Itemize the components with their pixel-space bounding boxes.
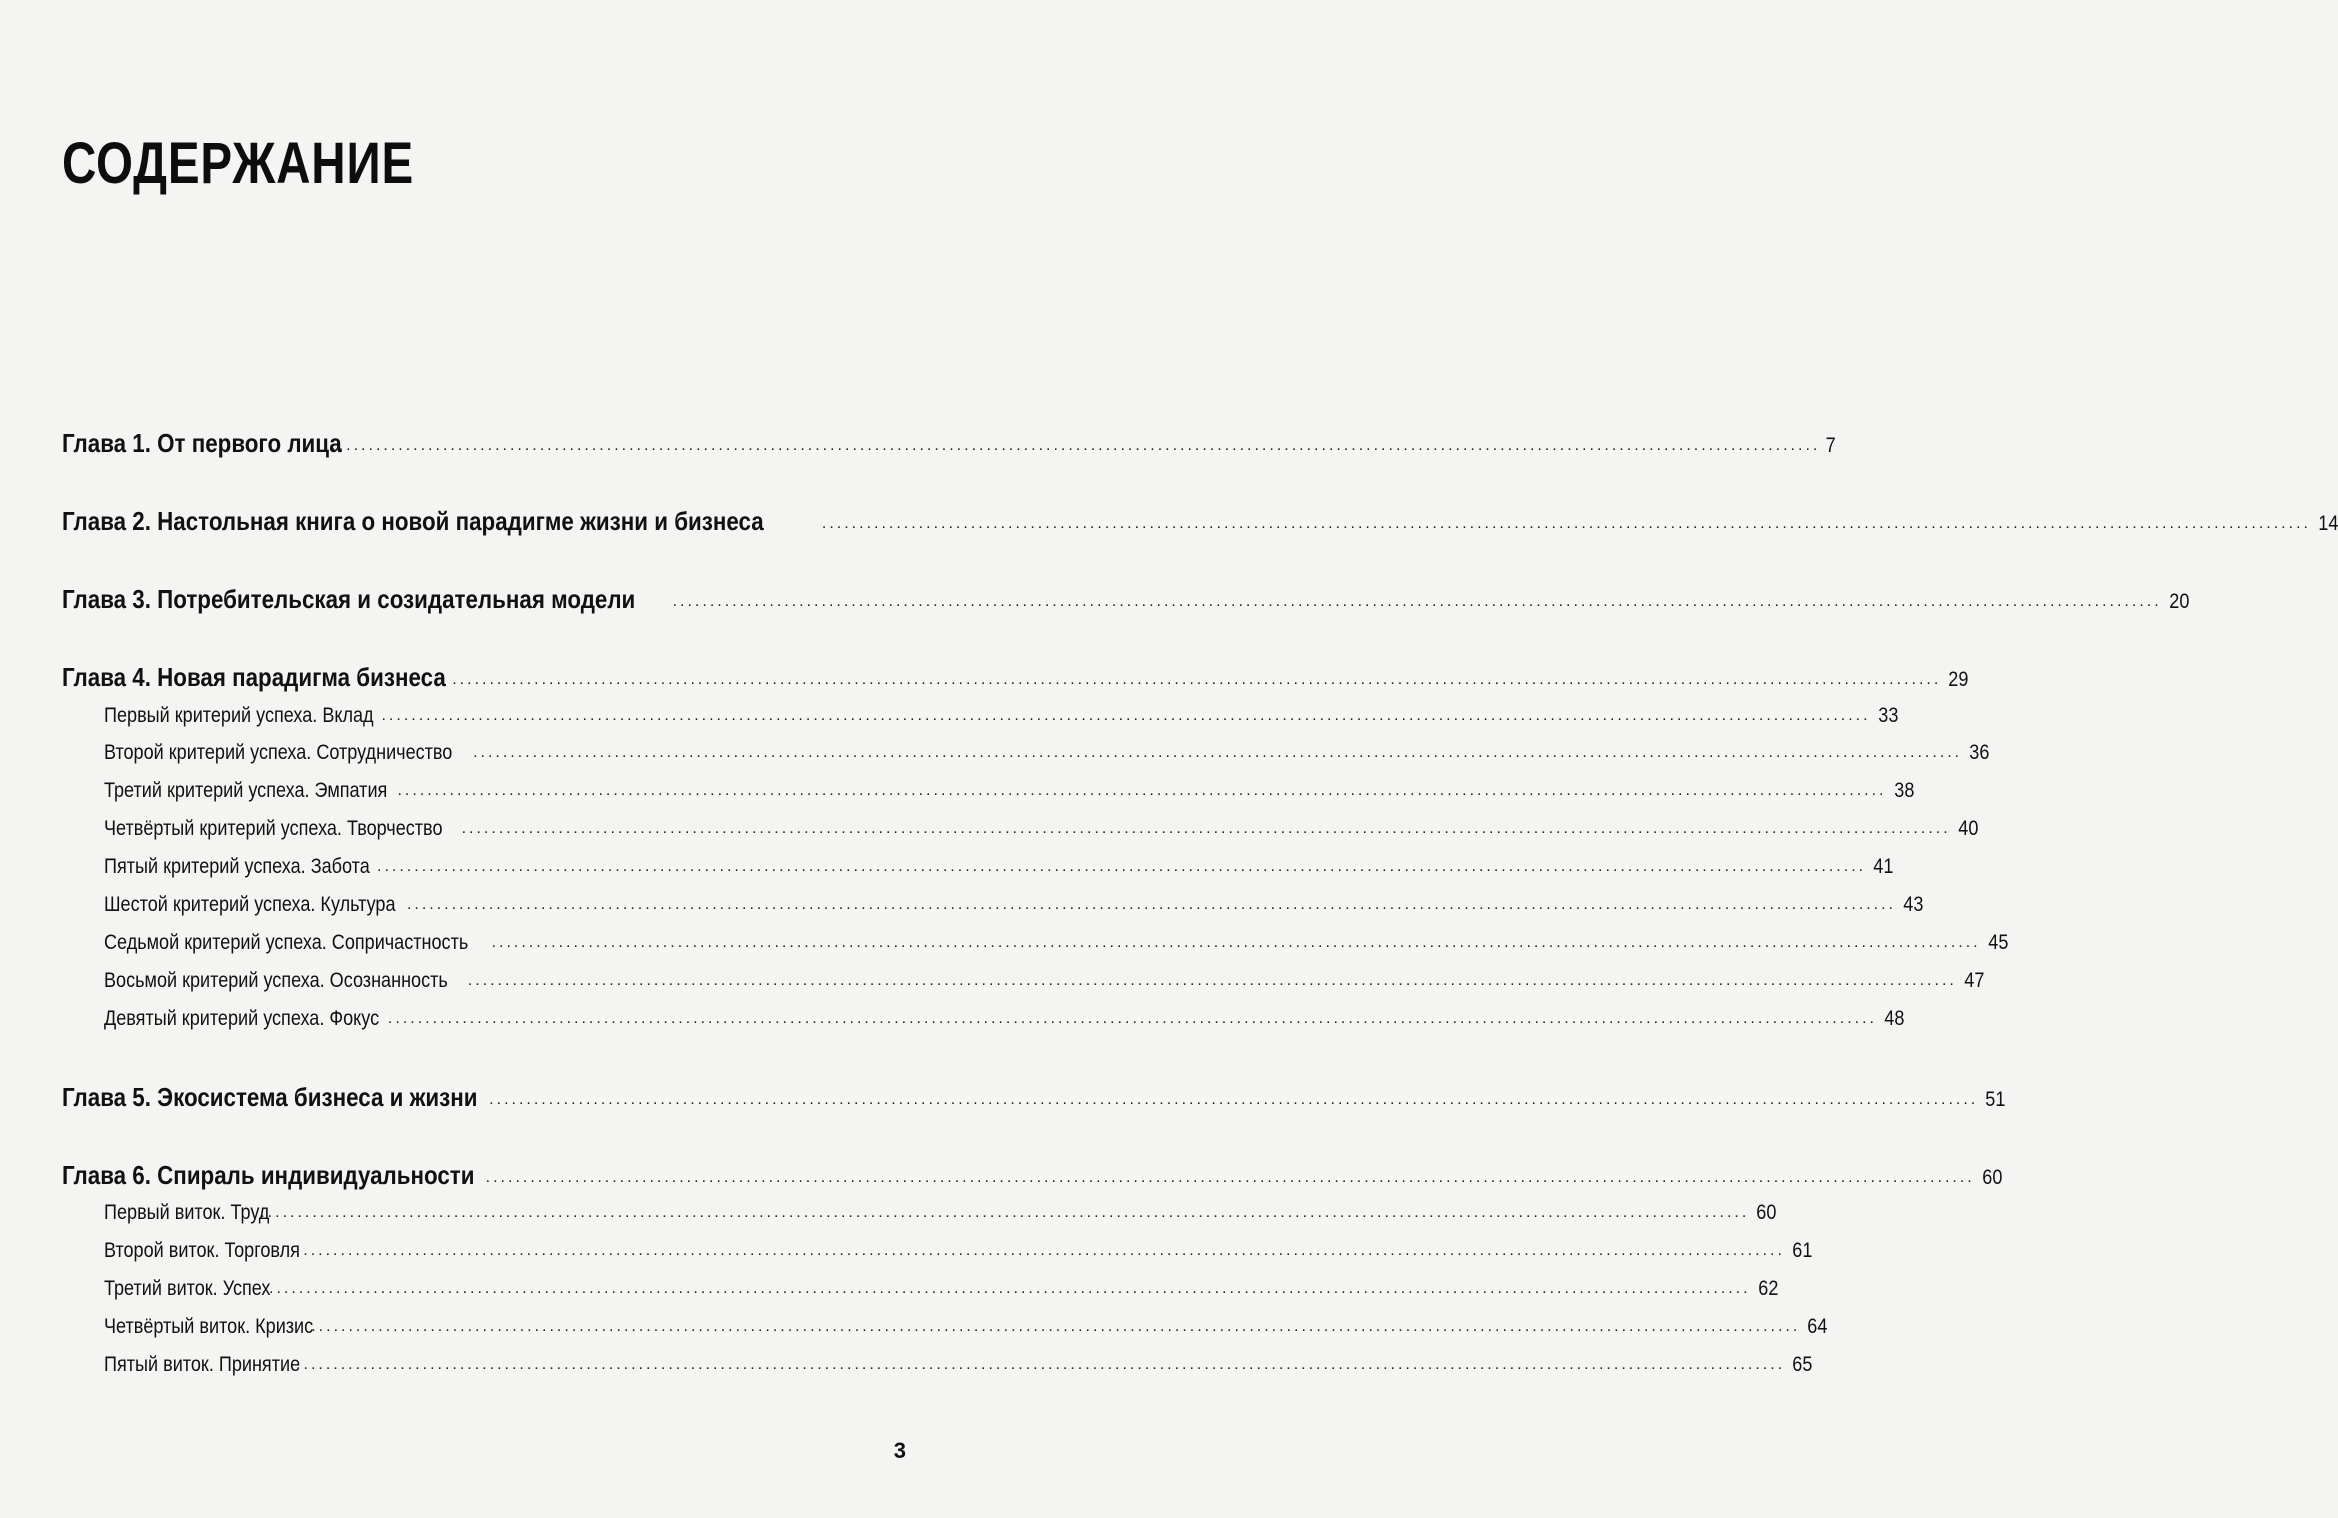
toc-entry-section[interactable] bbox=[104, 893, 1924, 917]
toc-entry-section[interactable] bbox=[104, 704, 1898, 728]
toc-entry-label: Пятый критерий успеха. Забота bbox=[104, 855, 370, 878]
toc-leader-dots: ........................................................................................................................................................................................................ bbox=[452, 671, 1942, 688]
toc-entry-page: 29 bbox=[1948, 668, 1969, 691]
toc-entry-label: Глава 3. Потребительская и созидательная модели bbox=[62, 584, 636, 614]
toc-entry-page: 43 bbox=[1903, 893, 1924, 916]
toc-entry-label: Третий критерий успеха. Эмпатия bbox=[104, 779, 388, 802]
toc-leader-dots: ........................................................................................................................................................................................................ bbox=[381, 707, 1871, 724]
toc-entry-chapter-6[interactable] bbox=[62, 1160, 2003, 1191]
toc-entry-page: 47 bbox=[1964, 969, 1985, 992]
toc-entry-section[interactable] bbox=[104, 741, 1990, 765]
toc-entry-page: 36 bbox=[1969, 741, 1990, 764]
page-title: СОДЕРЖАНИЕ bbox=[62, 131, 415, 196]
toc-entry-page: 61 bbox=[1792, 1239, 1813, 1262]
page-number: 3 bbox=[893, 1438, 906, 1463]
toc-entry-chapter-3[interactable] bbox=[62, 584, 2190, 615]
toc-entry-section[interactable] bbox=[104, 1315, 1828, 1339]
toc-leader-dots: ........................................................................................................................................................................................................ bbox=[491, 934, 1981, 951]
toc-leader-dots: ........................................................................................................................................................................................................ bbox=[461, 820, 1951, 837]
toc-entry-chapter-4[interactable] bbox=[62, 662, 1969, 693]
toc-entry-section[interactable] bbox=[104, 779, 1914, 803]
toc-leader-dots: ........................................................................................................................................................................................................ bbox=[397, 782, 1887, 799]
toc-leader-dots: ........................................................................................................................................................................................................ bbox=[387, 1010, 1877, 1027]
toc-entry-section[interactable] bbox=[104, 1239, 1813, 1263]
toc-entry-page: 14 bbox=[2318, 512, 2338, 535]
toc-entry-section[interactable] bbox=[104, 817, 1979, 841]
toc-entry-chapter-2[interactable] bbox=[62, 506, 2338, 537]
toc-entry-label: Глава 5. Экосистема бизнеса и жизни bbox=[62, 1082, 478, 1112]
toc-leader-dots: ........................................................................................................................................................................................................ bbox=[821, 515, 2311, 532]
toc-leader-dots: ........................................................................................................................................................................................................ bbox=[467, 972, 1957, 989]
toc-entry-label: Четвёртый виток. Кризис bbox=[104, 1315, 314, 1338]
toc-leader-dots: ........................................................................................................................................................................................................ bbox=[377, 858, 1867, 875]
toc-leader-dots: ........................................................................................................................................................................................................ bbox=[672, 593, 2162, 610]
toc-entry-section[interactable] bbox=[104, 1201, 1777, 1225]
toc-entry-page: 60 bbox=[1756, 1201, 1777, 1224]
toc-entry-label: Глава 4. Новая парадигма бизнеса bbox=[62, 662, 446, 692]
toc-leader-dots: ........................................................................................................................................................................................................ bbox=[295, 1242, 1785, 1259]
toc-entry-page: 41 bbox=[1873, 855, 1894, 878]
toc-leader-dots: ........................................................................................................................................................................................................ bbox=[473, 744, 1963, 761]
toc-leader-dots: ........................................................................................................................................................................................................ bbox=[261, 1280, 1751, 1297]
toc-entry-label: Восьмой критерий успеха. Осознанность bbox=[104, 969, 448, 992]
toc-entry-page: 20 bbox=[2168, 590, 2190, 613]
toc-entry-chapter-1[interactable] bbox=[62, 428, 1837, 459]
toc-entry-label: Четвёртый критерий успеха. Творчество bbox=[104, 817, 443, 840]
toc-entry-label: Глава 6. Спираль индивидуальности bbox=[62, 1160, 475, 1190]
toc-entry-label: Шестой критерий успеха. Культура bbox=[104, 893, 396, 916]
toc-leader-dots: ........................................................................................................................................................................................................ bbox=[406, 896, 1897, 913]
toc-entry-section[interactable] bbox=[104, 969, 1985, 993]
toc-leader-dots: ........................................................................................................................................................................................................ bbox=[260, 1204, 1750, 1221]
toc-entry-page: 51 bbox=[1985, 1088, 2006, 1111]
toc-entry-section[interactable] bbox=[104, 855, 1894, 879]
toc-leader-dots: ........................................................................................................................................................................................................ bbox=[489, 1091, 1979, 1108]
toc-entry-page: 60 bbox=[1981, 1166, 2003, 1189]
toc-leader-dots: ........................................................................................................................................................................................................ bbox=[311, 1318, 1801, 1335]
toc-entry-label: Седьмой критерий успеха. Сопричастность bbox=[104, 931, 469, 954]
toc-entry-page: 40 bbox=[1957, 817, 1979, 840]
toc-entry-label: Глава 2. Настольная книга о новой парадигме жизни и бизнеса bbox=[62, 506, 764, 536]
toc-leader-dots: ........................................................................................................................................................................................................ bbox=[485, 1169, 1975, 1186]
toc-entry-chapter-5[interactable] bbox=[62, 1082, 2006, 1113]
toc-entry-label: Девятый критерий успеха. Фокус bbox=[104, 1007, 380, 1030]
toc-entry-section[interactable] bbox=[104, 1007, 1905, 1031]
toc-entry-label: Второй критерий успеха. Сотрудничество bbox=[104, 741, 453, 764]
toc-entry-page: 64 bbox=[1807, 1315, 1828, 1338]
toc-entry-label: Пятый виток. Принятие bbox=[104, 1353, 301, 1376]
toc-entry-label: Третий виток. Успех bbox=[104, 1277, 271, 1300]
toc-entry-page: 7 bbox=[1825, 434, 1837, 457]
toc-entry-label: Первый виток. Труд bbox=[104, 1201, 270, 1224]
toc-entry-page: 33 bbox=[1877, 704, 1898, 727]
toc-entry-label: Первый критерий успеха. Вклад bbox=[104, 704, 374, 727]
toc-entry-page: 45 bbox=[1987, 931, 2008, 954]
toc-entry-label: Второй виток. Торговля bbox=[104, 1239, 300, 1262]
toc-entry-section[interactable] bbox=[104, 931, 2008, 955]
toc-leader-dots: ........................................................................................................................................................................................................ bbox=[331, 437, 1821, 454]
toc-entry-page: 48 bbox=[1884, 1007, 1905, 1030]
toc-entry-page: 38 bbox=[1893, 779, 1914, 802]
toc-leader-dots: ........................................................................................................................................................................................................ bbox=[296, 1356, 1786, 1373]
toc-entry-section[interactable] bbox=[104, 1277, 1778, 1301]
toc-entry-page: 65 bbox=[1792, 1353, 1813, 1376]
toc-entry-page: 62 bbox=[1757, 1277, 1778, 1300]
toc-entry-section[interactable] bbox=[104, 1353, 1813, 1377]
toc-entry-label: Глава 1. От первого лица bbox=[62, 428, 342, 458]
